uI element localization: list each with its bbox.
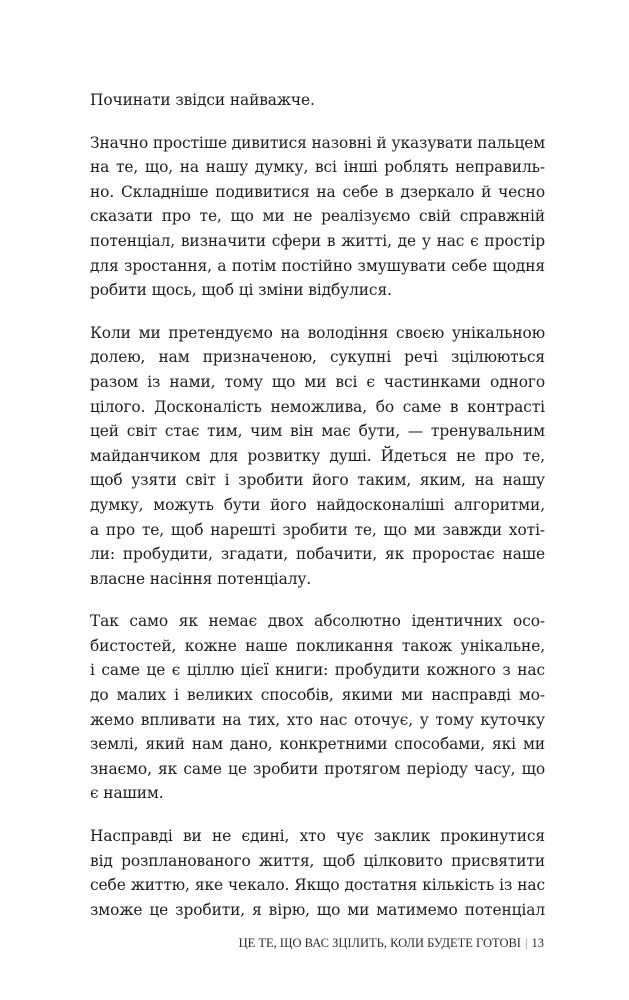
footer-separator: | — [524, 936, 528, 950]
text-line: є нашим. — [90, 784, 164, 803]
text-line: думку, можуть бути його найдосконаліші алгоритми, — [90, 495, 545, 514]
text-line: від розпланованого життя, щоб цілковито присвятити — [90, 851, 545, 870]
running-title: ЦЕ ТЕ, ЩО ВАС ЗЦІЛИТЬ, КОЛИ БУДЕТЕ ГОТОВІ — [238, 936, 521, 950]
page-number: 13 — [531, 936, 544, 950]
text-line: Так само як немає двох абсолютно ідентичних осо- — [90, 612, 545, 631]
text-line: щоб узяти світ і зробити його таким, яким, на нашу — [90, 471, 545, 490]
paragraph-5 — [90, 824, 545, 922]
text-line: цей світ стає тим, чим він має бути, — тренувальним — [90, 422, 545, 441]
text-line: бистостей, кожне наше покликання також унікальне, — [90, 636, 545, 655]
text-line: Значно простіше дивитися назовні й указувати пальцем — [90, 133, 546, 152]
text-line: знаємо, як саме це зробити протягом періоду часу, що — [90, 759, 545, 778]
text-line: а про те, щоб нарешті зробити те, що ми завжди хоті- — [90, 520, 545, 539]
text-line: і саме це є ціллю цієї книги: пробудити кожного з нас — [90, 661, 545, 680]
text-line: потенціал, визначити сфери в житті, де у нас є простір — [90, 231, 545, 250]
text-line: сказати про те, що ми не реалізуємо свій справжній — [90, 207, 545, 226]
text-line: но. Складніше подивитися на себе в дзеркало й чесно — [90, 182, 545, 201]
text-line: майданчиком для розвитку душі. Йдеться не про те, — [90, 446, 545, 465]
text-line: на те, що, на нашу думку, всі інші роблять неправиль- — [90, 158, 545, 177]
paragraph-1 — [90, 88, 545, 113]
text-line: разом із нами, тому що ми всі є частинками одного — [90, 372, 545, 391]
text-line: власне насіння потенціалу. — [90, 569, 312, 588]
text-line: Насправді ви не єдині, хто чує заклик прокинутися — [90, 827, 545, 846]
paragraph-2 — [90, 131, 545, 303]
text-line: зможе це зробити, я вірю, що ми матимемо потенціал — [90, 900, 545, 919]
paragraph-3 — [90, 321, 545, 592]
text-line: робити щось, щоб ці зміни відбулися. — [90, 281, 392, 300]
paragraph-4 — [90, 609, 545, 806]
text-line: долею, нам призначеною, сукупні речі зцілюються — [90, 348, 545, 367]
text-line: жемо впливати на тих, хто нас оточує, у тому куточку — [90, 710, 545, 729]
text-line: до малих і великих способів, якими ми насправді мо- — [90, 686, 545, 705]
text-line: для зростання, а потім постійно змушувати себе щодня — [90, 256, 545, 275]
text-line: ли: пробудити, згадати, побачити, як проростає наше — [90, 545, 545, 564]
text-line: землі, який нам дано, конкретними способами, які ми — [90, 735, 545, 754]
text-line: Коли ми претендуємо на володіння своєю унікальною — [90, 323, 545, 342]
text-line: Починати звідси найважче. — [90, 91, 315, 109]
running-footer — [239, 936, 544, 951]
text-line: цілого. Досконалість неможлива, бо саме в контрасті — [90, 397, 545, 416]
text-line: себе життю, яке чекало. Якщо достатня кількість із нас — [90, 876, 545, 895]
page-body — [90, 88, 545, 940]
